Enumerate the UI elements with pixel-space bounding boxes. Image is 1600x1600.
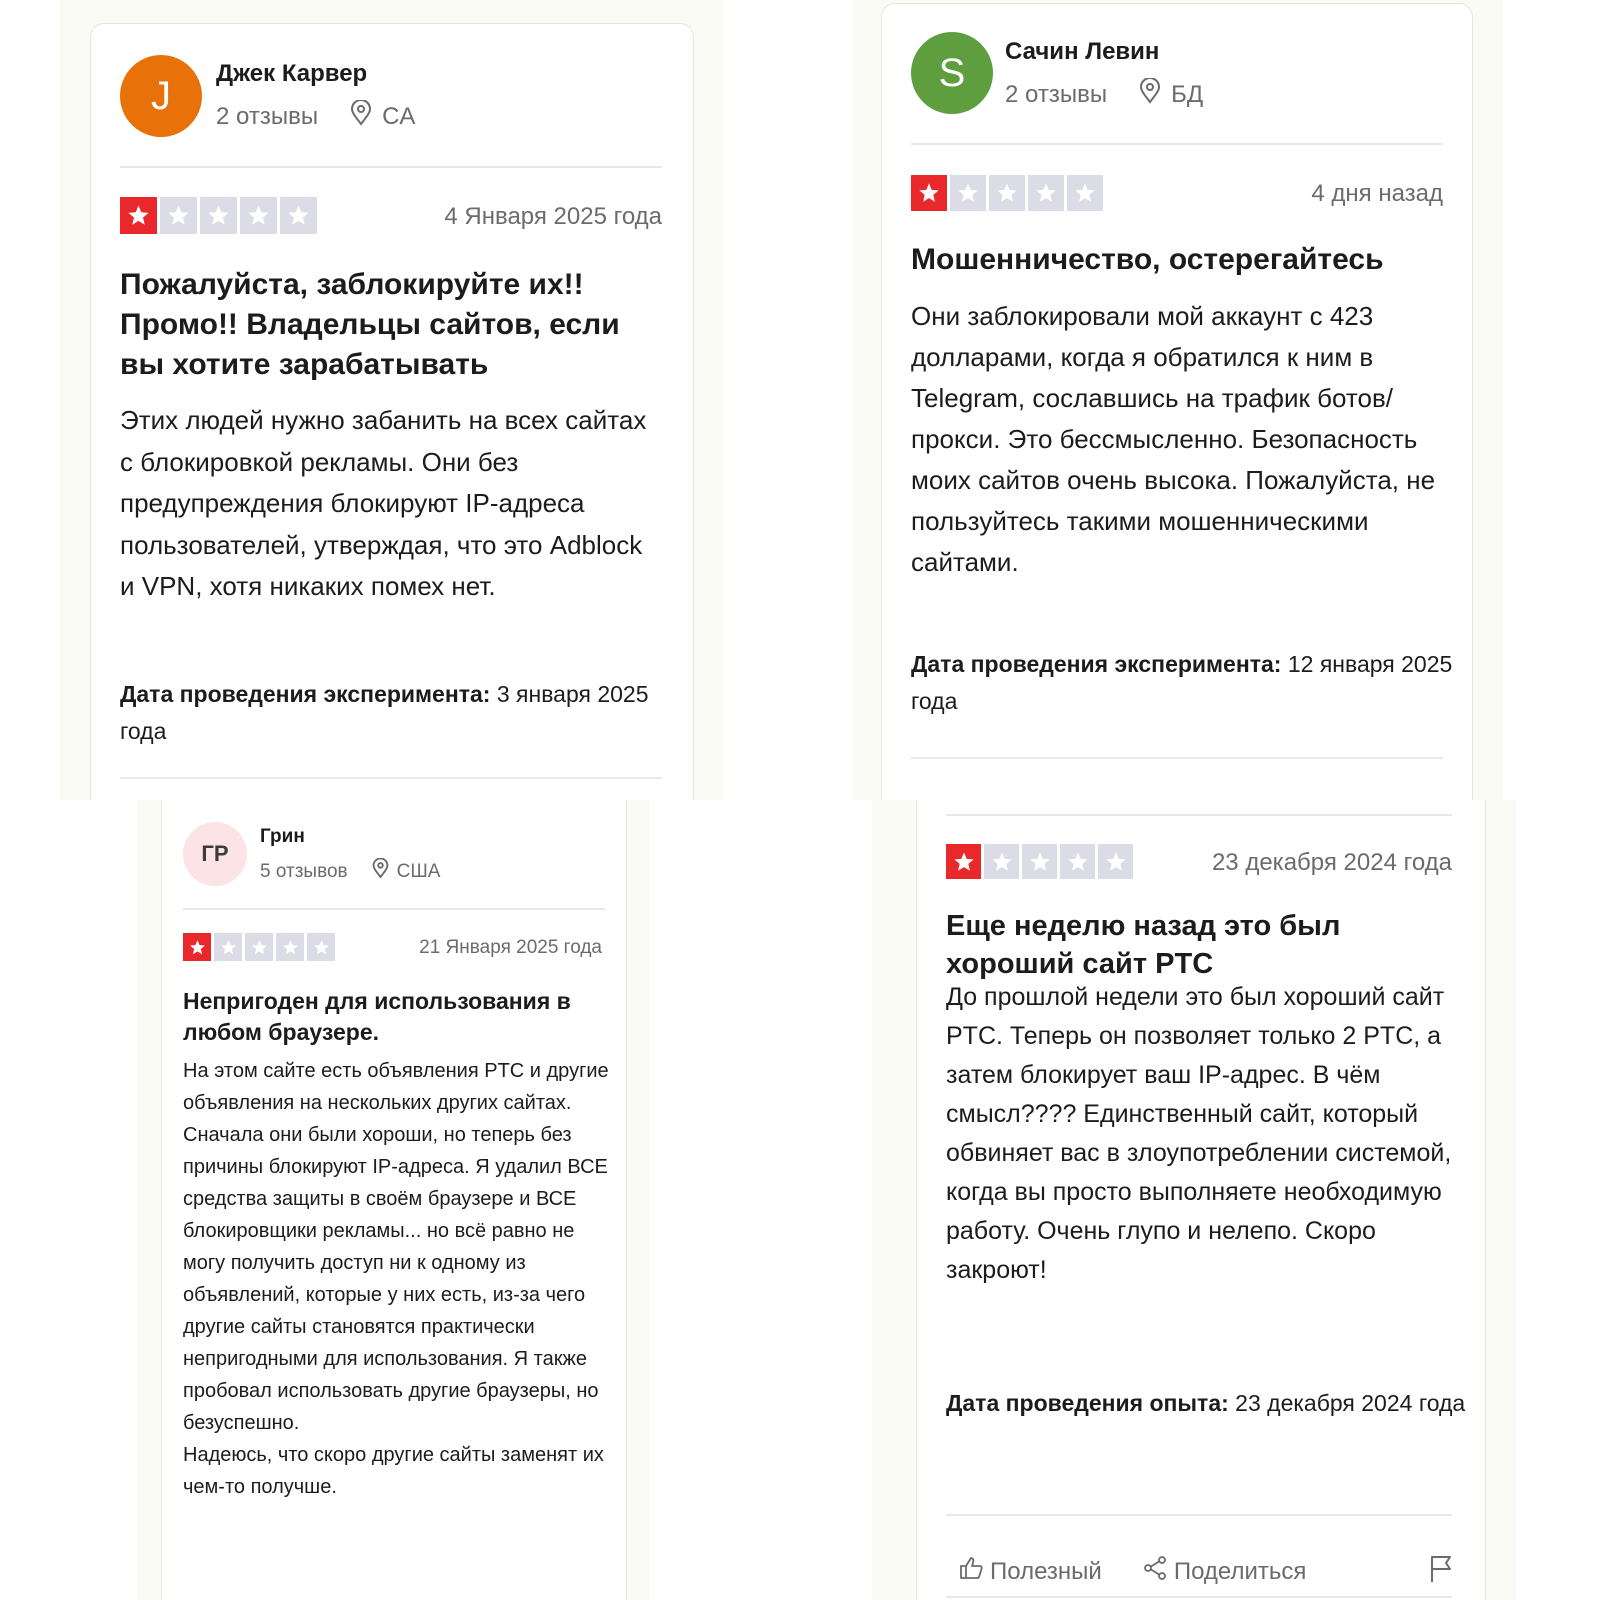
divider bbox=[183, 908, 605, 910]
divider bbox=[911, 757, 1443, 759]
review-panel-1 bbox=[60, 0, 723, 800]
experience-value: 3 января 2025 года bbox=[120, 681, 649, 744]
location-pin-icon bbox=[350, 100, 372, 133]
star-icon bbox=[200, 197, 237, 234]
avatar: S bbox=[911, 32, 993, 114]
star-icon bbox=[245, 933, 273, 961]
share-icon bbox=[1142, 1555, 1174, 1588]
star-icon bbox=[1022, 844, 1057, 879]
star-icon bbox=[276, 933, 304, 961]
star-rating bbox=[946, 844, 1136, 879]
review-body: Они заблокировали мой аккаунт с 423 долларами, когда я обратился к ним в Telegram, сославшись на трафик ботов/прокси. Это бессмысленно. Безопасность моих сайтов очень высока. Пожалуйста, не пользуйтесь такими мошенническими сайтами. bbox=[911, 301, 1436, 577]
location-pin-icon bbox=[372, 858, 389, 885]
star-icon bbox=[950, 175, 986, 211]
star-icon bbox=[120, 197, 157, 234]
divider bbox=[911, 143, 1443, 145]
experience-date bbox=[911, 646, 1456, 720]
useful-button[interactable] bbox=[958, 1555, 1102, 1588]
experience-label: Дата проведения опыта: bbox=[946, 1390, 1229, 1416]
experience-label: Дата проведения эксперимента: bbox=[120, 681, 491, 707]
review-panel-2 bbox=[853, 0, 1503, 800]
avatar: ГР bbox=[183, 822, 247, 886]
experience-date bbox=[120, 676, 670, 750]
star-icon bbox=[946, 844, 981, 879]
star-icon bbox=[989, 175, 1025, 211]
review-title[interactable]: Пожалуйста, заблокируйте их!! Промо!! Владельцы сайтов, если вы хотите зарабатывать bbox=[120, 268, 620, 381]
avatar: J bbox=[120, 55, 202, 137]
experience-label: Дата проведения эксперимента: bbox=[911, 651, 1282, 677]
review-body: Этих людей нужно забанить на всех сайтах с блокировкой рекламы. Они без предупреждения блокируют IP-адреса пользователей, утверждая, что это Adblock и VPN, хотя никаких помех нет. bbox=[120, 405, 647, 601]
star-icon bbox=[1028, 175, 1064, 211]
review-date: 23 декабря 2024 года bbox=[1211, 849, 1452, 876]
reviewer-country: CA bbox=[382, 102, 416, 130]
thumbs-up-icon bbox=[958, 1555, 990, 1588]
divider bbox=[120, 166, 662, 168]
experience-date bbox=[946, 1386, 1466, 1421]
star-icon bbox=[307, 933, 335, 961]
reviews-count: 5 отзывов bbox=[260, 860, 348, 882]
divider bbox=[946, 814, 1452, 816]
star-icon bbox=[1060, 844, 1095, 879]
divider bbox=[120, 777, 662, 779]
useful-label: Полезный bbox=[990, 1557, 1102, 1585]
review-panel-4 bbox=[872, 800, 1516, 1600]
review-date: 4 Января 2025 года bbox=[444, 203, 662, 230]
star-icon bbox=[280, 197, 317, 234]
star-rating bbox=[183, 933, 338, 961]
review-title[interactable]: Еще неделю назад это был хороший сайт PTC bbox=[946, 910, 1341, 980]
review-panel-3 bbox=[137, 800, 649, 1600]
star-rating bbox=[120, 197, 320, 234]
review-actions bbox=[958, 1555, 1458, 1588]
reviewer-name[interactable]: Грин bbox=[260, 826, 305, 847]
divider bbox=[946, 1596, 1452, 1598]
location-pin-icon bbox=[1139, 78, 1161, 111]
star-icon bbox=[1067, 175, 1103, 211]
review-title[interactable]: Непригоден для использования в любом браузере. bbox=[183, 988, 571, 1045]
reviewer-meta bbox=[216, 100, 415, 133]
star-icon bbox=[911, 175, 947, 211]
experience-value: 12 января 2025 года bbox=[911, 651, 1453, 714]
star-icon bbox=[1098, 844, 1133, 879]
review-date: 21 Января 2025 года bbox=[419, 937, 602, 958]
reviews-count: 2 отзывы bbox=[1005, 80, 1108, 108]
review-date: 4 дня назад bbox=[1311, 180, 1443, 207]
star-icon bbox=[183, 933, 211, 961]
reviewer-meta bbox=[1005, 78, 1203, 111]
reviewer-country: БД bbox=[1171, 80, 1204, 108]
reviewer-meta bbox=[260, 858, 440, 885]
review-body: До прошлой недели это был хороший сайт PTC. Теперь он позволяет только 2 PTC, а затем блокирует ваш IP-адрес. В чём смысл???? Единственный сайт, который обвиняет вас в злоупотреблении системой, когда вы просто выполняете необходимую работу. Очень глупо и нелепо. Скоро закроют! bbox=[946, 983, 1452, 1284]
reviewer-country: США bbox=[396, 860, 441, 882]
flag-icon[interactable] bbox=[1428, 1554, 1454, 1589]
divider bbox=[946, 1514, 1452, 1516]
star-icon bbox=[160, 197, 197, 234]
review-body: На этом сайте есть объявления PTC и другие объявления на нескольких других сайтах. Сначала они были хороши, но теперь без причины блокируют IP-адреса. Я удалил ВСЕ средства защиты в своём браузере и ВСЕ блокировщики рекламы... но всё равно не могу получить доступ ни к одному из объявлений, которые у них есть, из-за чего другие сайты становятся практически непригодными для использования. Я также пробовал использовать другие браузеры, но безуспешно. Надеюсь, что скоро другие сайты заменят их чем-то получше. bbox=[183, 1060, 609, 1498]
star-icon bbox=[984, 844, 1019, 879]
share-label: Поделиться bbox=[1173, 1557, 1307, 1585]
reviewer-name[interactable]: Джек Карвер bbox=[216, 60, 368, 87]
star-icon bbox=[240, 197, 277, 234]
share-button[interactable] bbox=[1142, 1555, 1307, 1588]
review-title[interactable]: Мошенничество, остерегайтесь bbox=[911, 243, 1384, 276]
star-icon bbox=[214, 933, 242, 961]
experience-value: 23 декабря 2024 года bbox=[1235, 1390, 1466, 1416]
reviews-count: 2 отзывы bbox=[216, 102, 319, 130]
star-rating bbox=[911, 175, 1106, 211]
reviewer-name[interactable]: Сачин Левин bbox=[1005, 38, 1160, 65]
